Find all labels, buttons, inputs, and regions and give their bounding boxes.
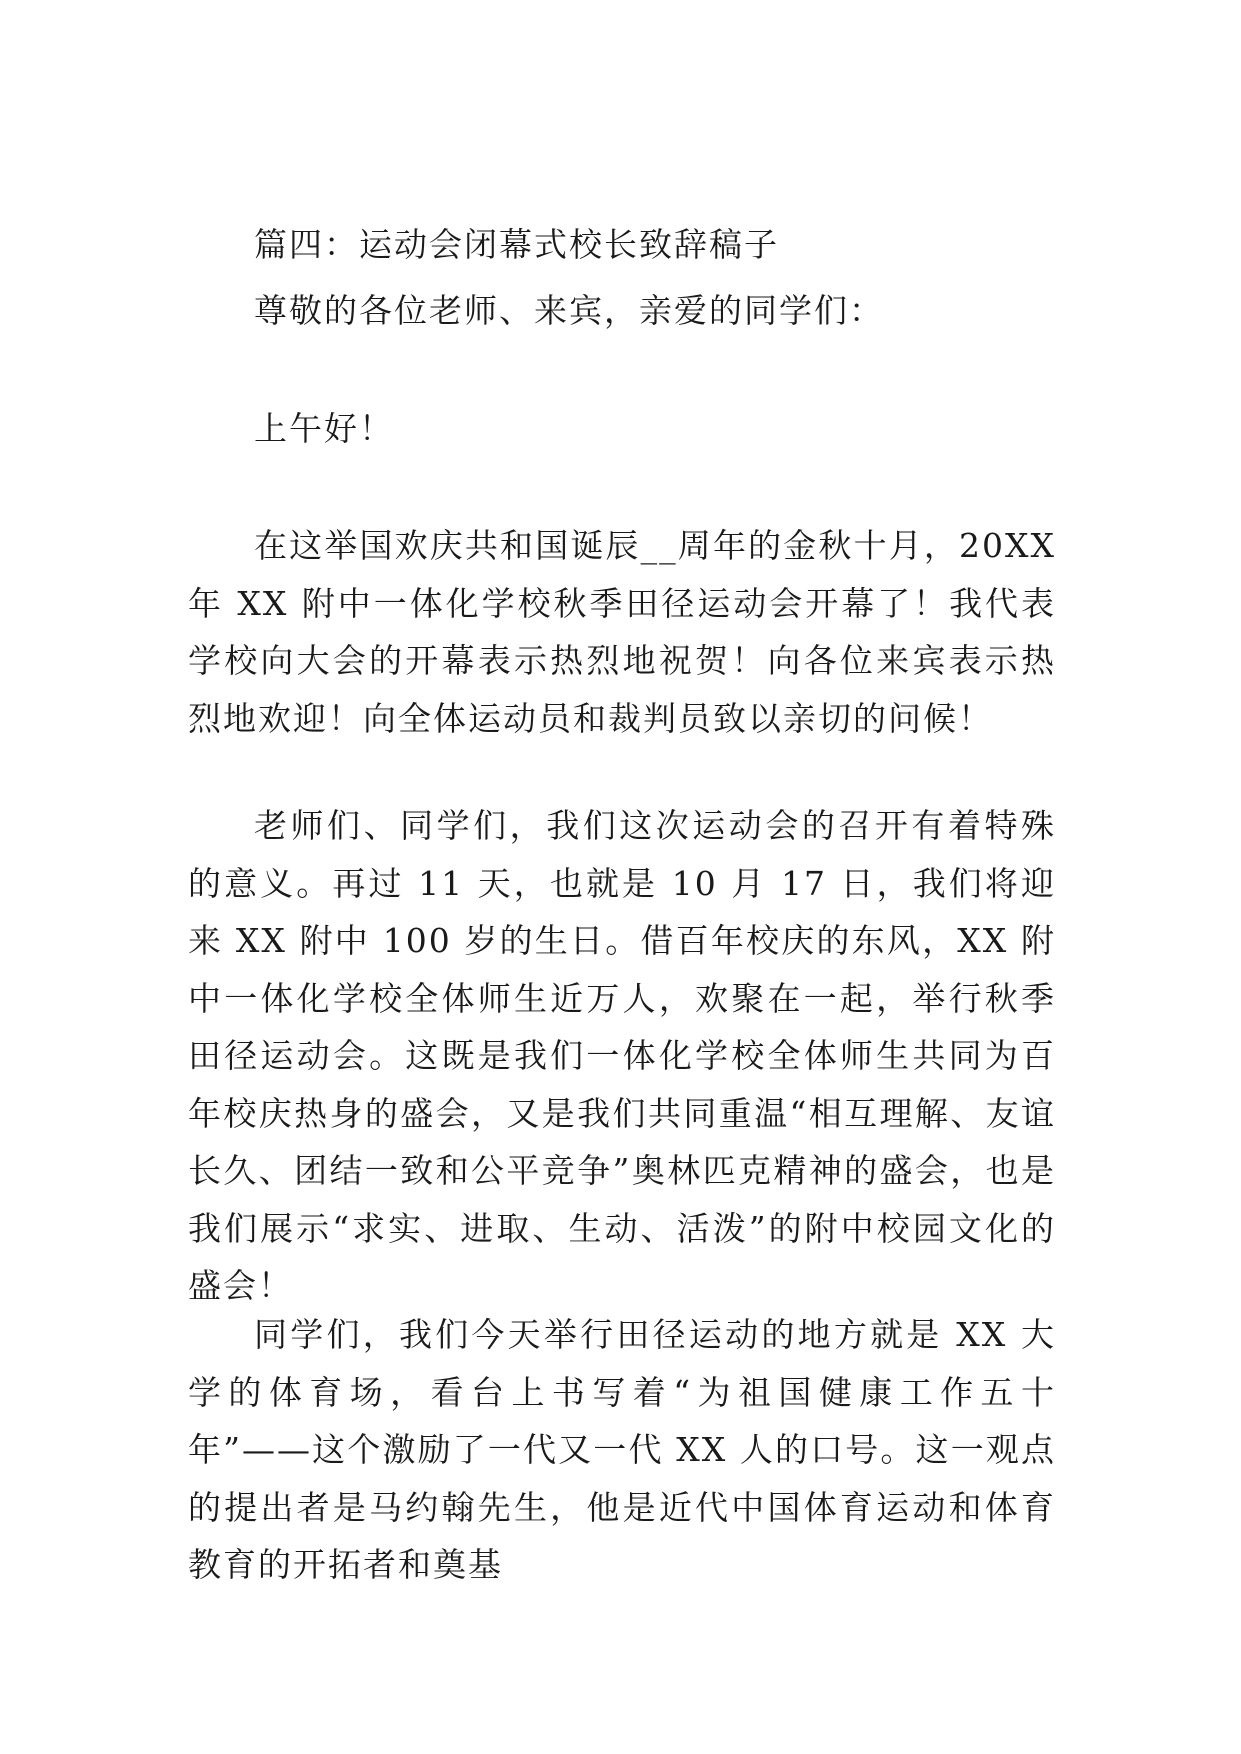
greeting: 上午好！ — [254, 409, 394, 448]
document-title: 篇四：运动会闭幕式校长致辞稿子 — [254, 225, 779, 264]
salutation: 尊敬的各位老师、来宾，亲爱的同学们： — [254, 291, 884, 330]
paragraph: 老师们、同学们，我们这次运动会的召开有着特殊的意义。再过 11 天，也就是 10 月 17 日，我们将迎来 XX 附中 100 岁的生日。借百年校庆的东风，XX 附中一体化学校全体师生近万人，欢聚在一起，举行秋季田径运动会。这既是我们一体化学校全体师生共同为百年校庆热身的盛会，又是我们共同重温“相互理解、友谊长久、团结一致和公平竞争”奥林匹克精神的盛会，也是我们展示“求实、进取、生动、活泼”的附中校园文化的盛会！ — [188, 806, 1056, 1305]
paragraph: 同学们，我们今天举行田径运动的地方就是 XX 大学的体育场，看台上书写着“为祖国健康工作五十年”——这个激励了一代又一代 XX 人的口号。这一观点的提出者是马约翰先生，他是近代中国体育运动和体育教育的开拓者和奠基 — [188, 1315, 1056, 1584]
paragraph: 在这举国欢庆共和国诞辰__周年的金秋十月，20XX 年 XX 附中一体化学校秋季田径运动会开幕了！我代表学校向大会的开幕表示热烈地祝贺！向各位来宾表示热烈地欢迎！向全体运动员和裁判员致以亲切的问候！ — [188, 526, 1056, 738]
